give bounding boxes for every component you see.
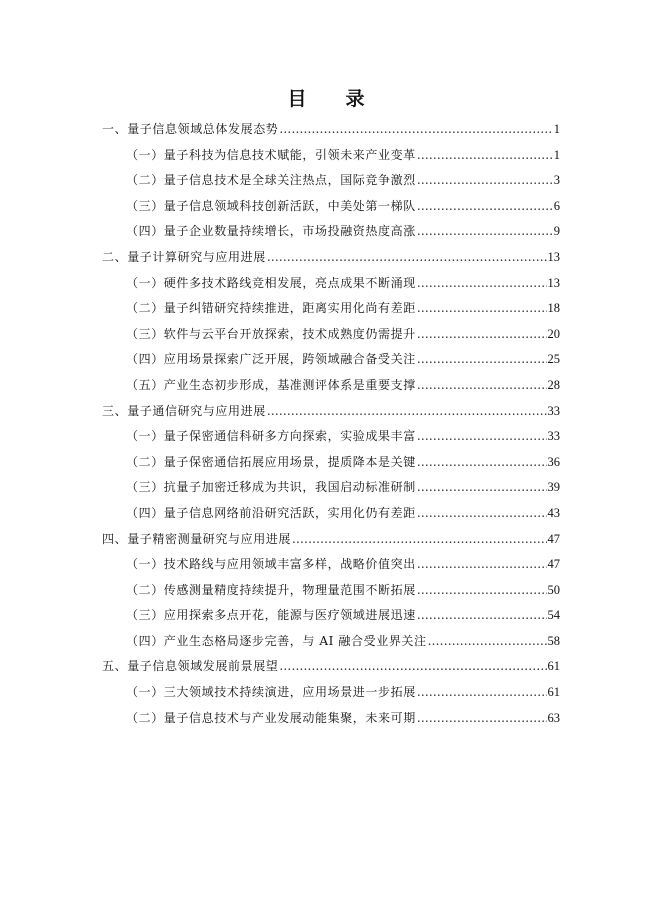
toc-subsection-entry[interactable] [0,475,662,501]
toc-dot-leader [417,680,547,706]
toc-page-number: 13 [547,249,560,264]
toc-subsection-entry[interactable] [0,578,662,604]
toc-entry-text: （五）产业生态初步形成，基准测评体系是重要支撑 [126,377,416,392]
toc-entry-text: （三）软件与云平台开放探索，技术成熟度仍需提升 [126,326,416,341]
toc-page-number: 25 [547,352,560,367]
toc-dot-leader [417,347,547,373]
toc-dot-leader [428,629,547,655]
toc-page-number: 36 [547,454,560,469]
toc-dot-leader [417,271,547,297]
toc-entry-text: （一）量子科技为信息技术赋能，引领未来产业变革 [126,147,416,162]
toc-entry-text: （一）三大领域技术持续演进，应用场景进一步拓展 [126,685,416,700]
toc-page-number: 20 [547,326,560,341]
toc-list [0,117,662,731]
toc-dot-leader [417,706,547,732]
toc-entry-text: （一）技术路线与应用领域丰富多样，战略价值突出 [126,557,416,572]
toc-entry-text: （二）量子保密通信拓展应用场景，提质降本是关键 [126,454,416,469]
toc-subsection-entry[interactable] [0,450,662,476]
toc-page-number: 33 [547,429,560,444]
toc-subsection-entry[interactable] [0,168,662,194]
toc-subsection-entry[interactable] [0,603,662,629]
toc-subsection-entry[interactable] [0,373,662,399]
toc-subsection-entry[interactable] [0,219,662,245]
toc-dot-leader [417,552,547,578]
toc-page-number: 3 [553,173,560,188]
toc-subsection-entry[interactable] [0,552,662,578]
toc-entry-text: （四）量子企业数量持续增长，市场投融资热度高涨 [126,224,416,239]
toc-page-number: 39 [547,480,560,495]
toc-subsection-entry[interactable] [0,424,662,450]
toc-page-number: 63 [547,710,560,725]
toc-entry-text: （四）量子信息网络前沿研究活跃，实用化仍有差距 [126,505,416,520]
toc-dot-leader [417,501,547,527]
toc-subsection-entry[interactable] [0,322,662,348]
toc-entry-text: （三）应用探索多点开花，能源与医疗领域进展迅速 [126,608,416,623]
toc-dot-leader [279,117,552,143]
toc-subsection-entry[interactable] [0,501,662,527]
toc-page-number: 47 [547,557,560,572]
toc-dot-leader [417,219,553,245]
toc-entry-text: （三）抗量子加密迁移成为共识，我国启动标准研制 [126,480,416,495]
toc-entry-text: （二）量子信息技术与产业发展动能集聚，未来可期 [126,710,416,725]
toc-dot-leader [267,245,547,271]
toc-dot-leader [292,527,546,553]
toc-subsection-entry[interactable] [0,296,662,322]
toc-dot-leader [417,322,547,348]
toc-dot-leader [417,143,553,169]
toc-page-number: 18 [547,301,560,316]
toc-page-number: 50 [547,582,560,597]
toc-entry-text: （一）硬件多技术路线竞相发展，亮点成果不断涌现 [126,275,416,290]
toc-page-number: 43 [547,505,560,520]
toc-entry-text: （四）应用场景探索广泛开展，跨领域融合备受关注 [126,352,416,367]
toc-dot-leader [417,296,547,322]
toc-dot-leader [417,194,553,220]
toc-entry-text: 四、量子精密测量研究与应用进展 [102,531,292,546]
toc-subsection-entry[interactable] [0,143,662,169]
toc-entry-text: 二、量子计算研究与应用进展 [102,249,266,264]
toc-section-entry[interactable] [0,117,662,143]
toc-subsection-entry[interactable] [0,629,662,655]
toc-entry-text: （二）传感测量精度持续提升，物理量范围不断拓展 [126,582,416,597]
toc-page-number: 47 [547,531,560,546]
toc-subsection-entry[interactable] [0,680,662,706]
toc-entry-text: 五、量子信息领域发展前景展望 [102,659,279,674]
toc-dot-leader [417,450,547,476]
toc-section-entry[interactable] [0,527,662,553]
toc-subsection-entry[interactable] [0,271,662,297]
toc-entry-text: （三）量子信息领域科技创新活跃，中美处第一梯队 [126,198,416,213]
toc-entry-text: 一、量子信息领域总体发展态势 [102,122,279,136]
toc-entry-text: （二）量子纠错研究持续推进，距离实用化尚有差距 [126,301,416,316]
toc-dot-leader [417,373,547,399]
toc-entry-text: （四）产业生态格局逐步完善，与 AI 融合受业界关注 [126,633,427,648]
toc-title: 目 录 [287,88,375,110]
toc-section-entry[interactable] [0,654,662,680]
toc-dot-leader [417,603,547,629]
toc-page-number: 1 [553,122,560,136]
toc-page-number: 1 [553,147,560,162]
toc-page-number: 6 [553,198,560,213]
toc-page-number: 61 [547,659,560,674]
toc-page-number: 58 [547,633,560,648]
toc-page-number: 28 [547,377,560,392]
toc-dot-leader [267,399,547,425]
toc-entry-text: （二）量子信息技术是全球关注热点，国际竞争激烈 [126,173,416,188]
toc-subsection-entry[interactable] [0,706,662,732]
toc-entry-text: （一）量子保密通信科研多方向探索，实验成果丰富 [126,429,416,444]
toc-dot-leader [417,424,547,450]
toc-page-number: 13 [547,275,560,290]
toc-section-entry[interactable] [0,399,662,425]
toc-subsection-entry[interactable] [0,347,662,373]
toc-dot-leader [417,475,547,501]
toc-section-entry[interactable] [0,245,662,271]
toc-page-number: 61 [547,685,560,700]
toc-page-number: 54 [547,608,560,623]
toc-dot-leader [417,578,547,604]
toc-entry-text: 三、量子通信研究与应用进展 [102,403,266,418]
toc-subsection-entry[interactable] [0,194,662,220]
toc-page-number: 33 [547,403,560,418]
toc-dot-leader [417,168,553,194]
toc-dot-leader [279,654,546,680]
toc-page-number: 9 [553,224,560,239]
